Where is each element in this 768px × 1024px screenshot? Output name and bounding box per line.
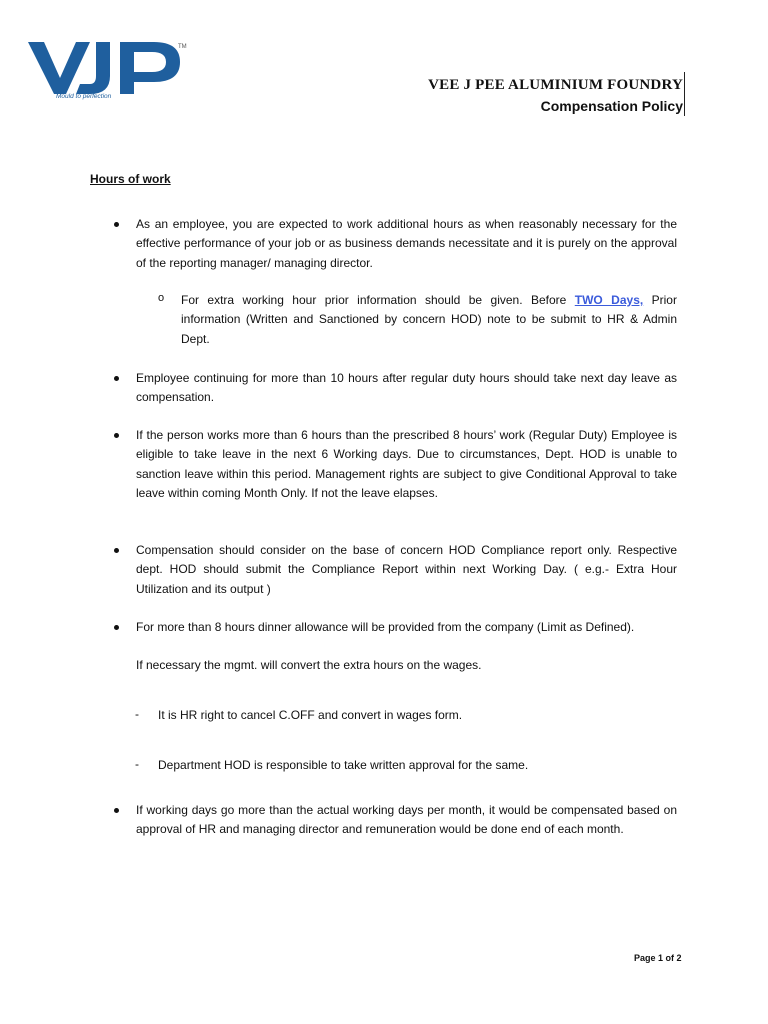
bullet-text-3: If the person works more than 6 hours than the prescribed 8 hours’ work (Regular Duty) Employee is eligible to take leave in the next 6 Working days. Due to circumstances, Dept. HOD is unable to sanction leave within this period. Management rights are subject to give Conditional Approval to take leave within coming Month Only. If not the leave elapses. — [136, 428, 677, 500]
bullet-icon — [114, 548, 119, 553]
bullet-text-6: If working days go more than the actual working days per month, it would be compensated based on approval of HR and managing director and remuneration would be done end of each month. — [136, 803, 677, 837]
bullet-icon — [114, 376, 119, 381]
page-number: Page 1 of 2 — [634, 953, 682, 963]
dash-item-1: It is HR right to cancel C.OFF and convert in wages form. — [158, 708, 463, 722]
logo-tm: TM — [178, 44, 187, 50]
bullet-text-4: Compensation should consider on the base of concern HOD Compliance report only. Respective dept. HOD should submit the Compliance Report within next Working Day. ( e.g.- Extra Hour Utilization and its output ) — [136, 543, 677, 596]
sub-item-1 — [181, 291, 677, 349]
header-divider — [684, 72, 685, 116]
company-name: VEE J PEE ALUMINIUM FOUNDRY — [428, 77, 683, 93]
bullet-text-1: As an employee, you are expected to work additional hours as when reasonably necessary for the effective performance of your job or as business demands necessitate and it is purely on the approval of the reporting manager/ managing director. — [136, 217, 677, 270]
bullet-icon — [114, 222, 119, 227]
sub-item-1-after: Prior information (Written and Sanctioned by concern HOD) note to be submit to HR & Admin Dept. — [181, 293, 677, 346]
dash-icon: - — [135, 707, 139, 721]
sub-bullet-icon: o — [158, 292, 165, 304]
note-text: If necessary the mgmt. will convert the extra hours on the wages. — [136, 658, 482, 672]
bullet-icon — [114, 808, 119, 813]
bullet-text-2: Employee continuing for more than 10 hours after regular duty hours should take next day leave as compensation. — [136, 371, 677, 405]
bullet-text-5: For more than 8 hours dinner allowance will be provided from the company (Limit as Defined). — [136, 620, 635, 634]
bullet-icon — [114, 625, 119, 630]
company-logo — [26, 40, 196, 100]
section-heading: Hours of work — [90, 172, 171, 186]
dash-item-2: Department HOD is responsible to take written approval for the same. — [158, 758, 529, 772]
document-header — [428, 76, 683, 116]
logo-text: VJP — [26, 40, 28, 41]
logo-tagline: Mould to perfection — [56, 93, 112, 100]
two-days-link[interactable]: TWO Days, — [574, 293, 644, 307]
bullet-icon — [114, 433, 119, 438]
policy-title: Compensation Policy — [540, 98, 683, 114]
sub-item-1-before: For extra working hour prior information should be given. Before — [181, 293, 567, 307]
dash-icon: - — [135, 757, 139, 771]
